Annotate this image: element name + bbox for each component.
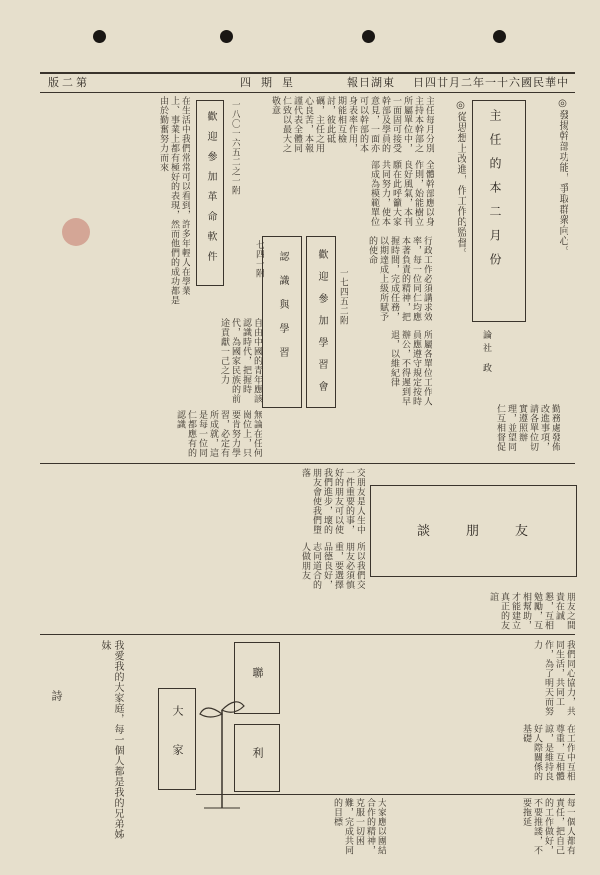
masthead — [40, 72, 575, 93]
article-column: 所屬各單位工作人員應遵守規定按時辦公，不得遲到早退，以維紀律 — [389, 330, 432, 406]
punch-hole — [220, 30, 233, 43]
article-column: 無論在任何崗位上，只要肯努力學習，必定有所成就，這是每一位同仁都應有的認識 — [175, 410, 262, 458]
article-column: 在生活中我們常常可以看到，許多年輕人在學業上、事業上都有極好的表現，然而他們的成功都是由於勤奮努力而來 — [158, 96, 190, 305]
article-column: 全體幹部應以身作則，始能樹立良好風氣，本刊願在此呼籲大家共同努力，使本部成為模範單位 — [369, 160, 434, 227]
divider — [40, 463, 575, 464]
feature-title: 認識與學習 — [277, 251, 288, 371]
article-column: 朋友之間貴在誠懇，互相勉勵，互相幫助，才能建立真正的友誼 — [488, 592, 575, 630]
punch-hole — [362, 30, 375, 43]
article-column: 每一個人都有責任，把自己的工作做好，不要推諉，不要拖延 — [521, 798, 575, 855]
article-column: 主任每月分別主持本幹部之所屬單位中，一面固可接受幹部及學員的意見，一面亦可以幹部的本身表率作用，期能相互檢討，彼此砥礪，主任之用心良苦，本報謹代表全體同仁致以最大之敬意 — [270, 96, 434, 153]
sketch-box-bottom — [234, 724, 280, 792]
masthead-date: 日四廿月二年一十六國民華中 — [413, 76, 569, 89]
sketch-box-top — [234, 642, 280, 714]
side-note-right: ◎發揚幹部功能，爭取群衆向心。 — [557, 98, 568, 257]
slogan-text: 歡迎參加學習會 — [316, 249, 327, 403]
slogan-box — [306, 236, 336, 408]
masthead-paper-name: 報日湖東 — [347, 76, 395, 89]
masthead-weekday: 四期星 — [240, 76, 303, 89]
article-column: 所以我們交朋友必須慎重，要選擇品德良好，志同道合的人做朋友 — [300, 542, 365, 590]
sketch-label: 利 — [251, 747, 264, 764]
column-head-box — [472, 100, 526, 322]
poem-column: 我愛我的大家庭，每一個人都是我的兄弟姊妹 — [99, 640, 123, 840]
friendship-title-box — [370, 485, 577, 577]
divider — [196, 794, 575, 795]
column-head-title: 主任的本二月份 — [488, 109, 502, 277]
masthead-page: 版二第 — [48, 76, 90, 89]
phone-note: 七四一附 — [254, 240, 264, 278]
article-column: 我們同心協力，共同生活，共同工作，為了明天而努力 — [532, 640, 575, 716]
article-column: 交朋友是人生中一件重要的事，好的朋友可以使我們進步，壞的朋友會使我們墮落 — [300, 468, 365, 535]
column-head-sub: 論社 政 — [481, 330, 491, 376]
article-column: 在工作中互相尊重，互相體諒，是維持良好人際關係的基礎 — [521, 724, 575, 781]
phone-note: 一八〇一六五二之一附 — [230, 100, 240, 195]
poem-label: 詩 — [50, 690, 63, 707]
punch-hole — [93, 30, 106, 43]
poem-title: 大家 — [171, 705, 184, 783]
slogan-text: 歡迎參加革命軟件 — [205, 111, 216, 271]
article-column: 勤務處發佈改進事項，請各單位切實遵照辦理，並望同仁互相督促 — [495, 404, 560, 452]
article-column: 大家應以團結合作的精神，克服一切困難，完成共同的目標 — [332, 798, 386, 855]
article-column: 行政工作必須講求效率，每一位同仁均應本著負責的精神，把握時間，完成任務，以期達成上級所賦予的使命 — [367, 236, 432, 322]
friendship-title: 談朋友 — [417, 524, 565, 539]
article-column: 自由中國的青年應該認識時代，把握時代，為國家民族的前途貢獻一己之力 — [219, 318, 262, 404]
red-seal — [62, 218, 90, 246]
feature-box — [262, 236, 302, 408]
sketch-label: 聯 — [251, 667, 264, 684]
poem-title-box — [158, 688, 196, 790]
side-note-right-2: ◎從思想上改進，作工作的監督。 — [455, 100, 466, 259]
divider — [40, 634, 575, 635]
phone-note: 一七四五二附 — [338, 268, 348, 325]
slogan-box — [196, 100, 224, 286]
punch-hole — [493, 30, 506, 43]
